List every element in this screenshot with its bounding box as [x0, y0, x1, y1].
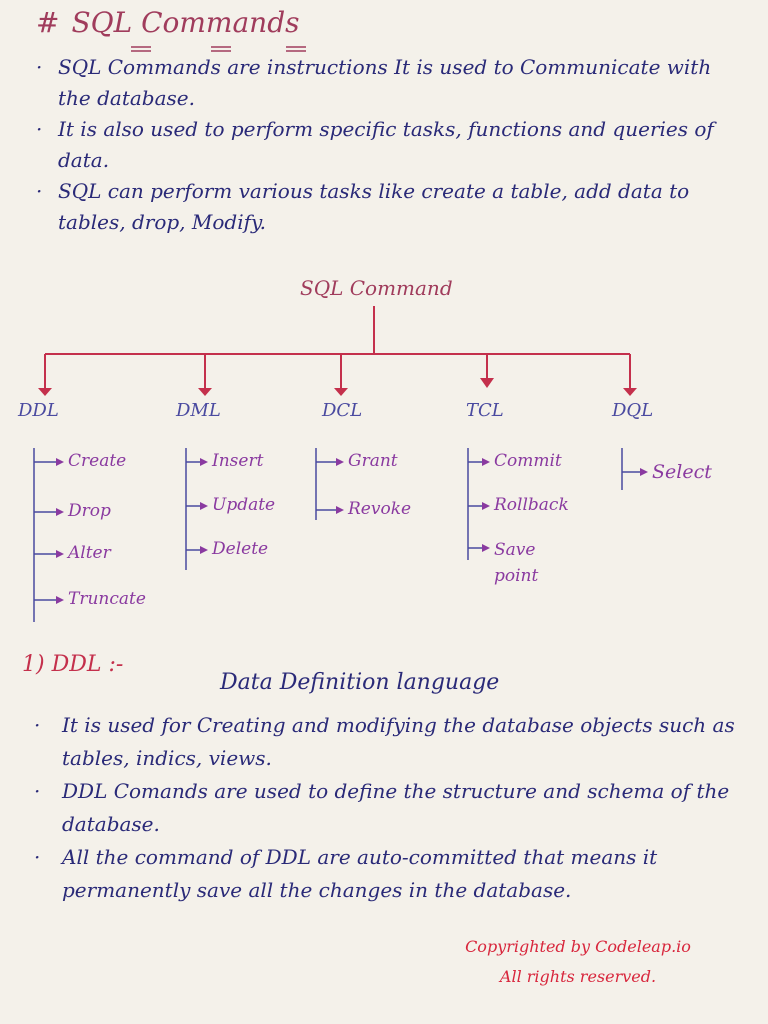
command-create: Create — [68, 451, 127, 471]
command-truncate: Truncate — [68, 589, 146, 609]
rights-line: All rights reserved. — [499, 967, 657, 986]
heading-title: SQL Commands — [71, 6, 300, 39]
ddl-section-heading: 1) DDL :- — [22, 652, 124, 677]
command-insert: Insert — [212, 451, 264, 471]
ddl-bullet: · DDL Comands are used to define the structure and schema of the database. — [22, 775, 752, 841]
command-drop: Drop — [68, 501, 111, 521]
category-dml: DML — [176, 400, 221, 421]
heading-hash: # — [36, 6, 60, 39]
category-dcl: DCL — [322, 400, 363, 421]
command-update: Update — [212, 495, 276, 515]
category-tcl: TCL — [466, 400, 504, 421]
ddl-bullet-list — [22, 709, 752, 907]
ddl-bullet: · All the command of DDL are auto-committed that means it permanently save all the changes in the database. — [22, 841, 752, 907]
category-ddl: DDL — [18, 400, 59, 421]
intro-bullet: · SQL can perform various tasks like create a table, add data to tables, drop, Modify. — [28, 176, 748, 238]
command-grant: Grant — [348, 451, 398, 471]
copyright-line: Copyrighted by Codeleap.io — [465, 937, 691, 956]
command-delete: Delete — [212, 539, 269, 559]
tree-root-label: SQL Command — [300, 276, 453, 300]
copyright-note — [428, 932, 728, 992]
command-alter: Alter — [68, 543, 111, 563]
category-dql: DQL — [612, 400, 654, 421]
command-savepoint: Save point — [494, 540, 539, 586]
command-commit: Commit — [494, 451, 562, 471]
command-rollback: Rollback — [494, 495, 569, 515]
ddl-bullet: · It is used for Creating and modifying the database objects such as tables, indics, views. — [22, 709, 752, 775]
intro-bullet: · SQL Commands are instructions It is used to Communicate with the database. — [28, 52, 748, 114]
command-revoke: Revoke — [348, 499, 412, 519]
ddl-section — [22, 648, 752, 907]
command-select: Select — [652, 461, 712, 483]
ddl-section-subtitle: Data Definition language — [220, 670, 500, 695]
intro-bullet: · It is also used to perform specific tasks, functions and queries of data. — [28, 114, 748, 176]
